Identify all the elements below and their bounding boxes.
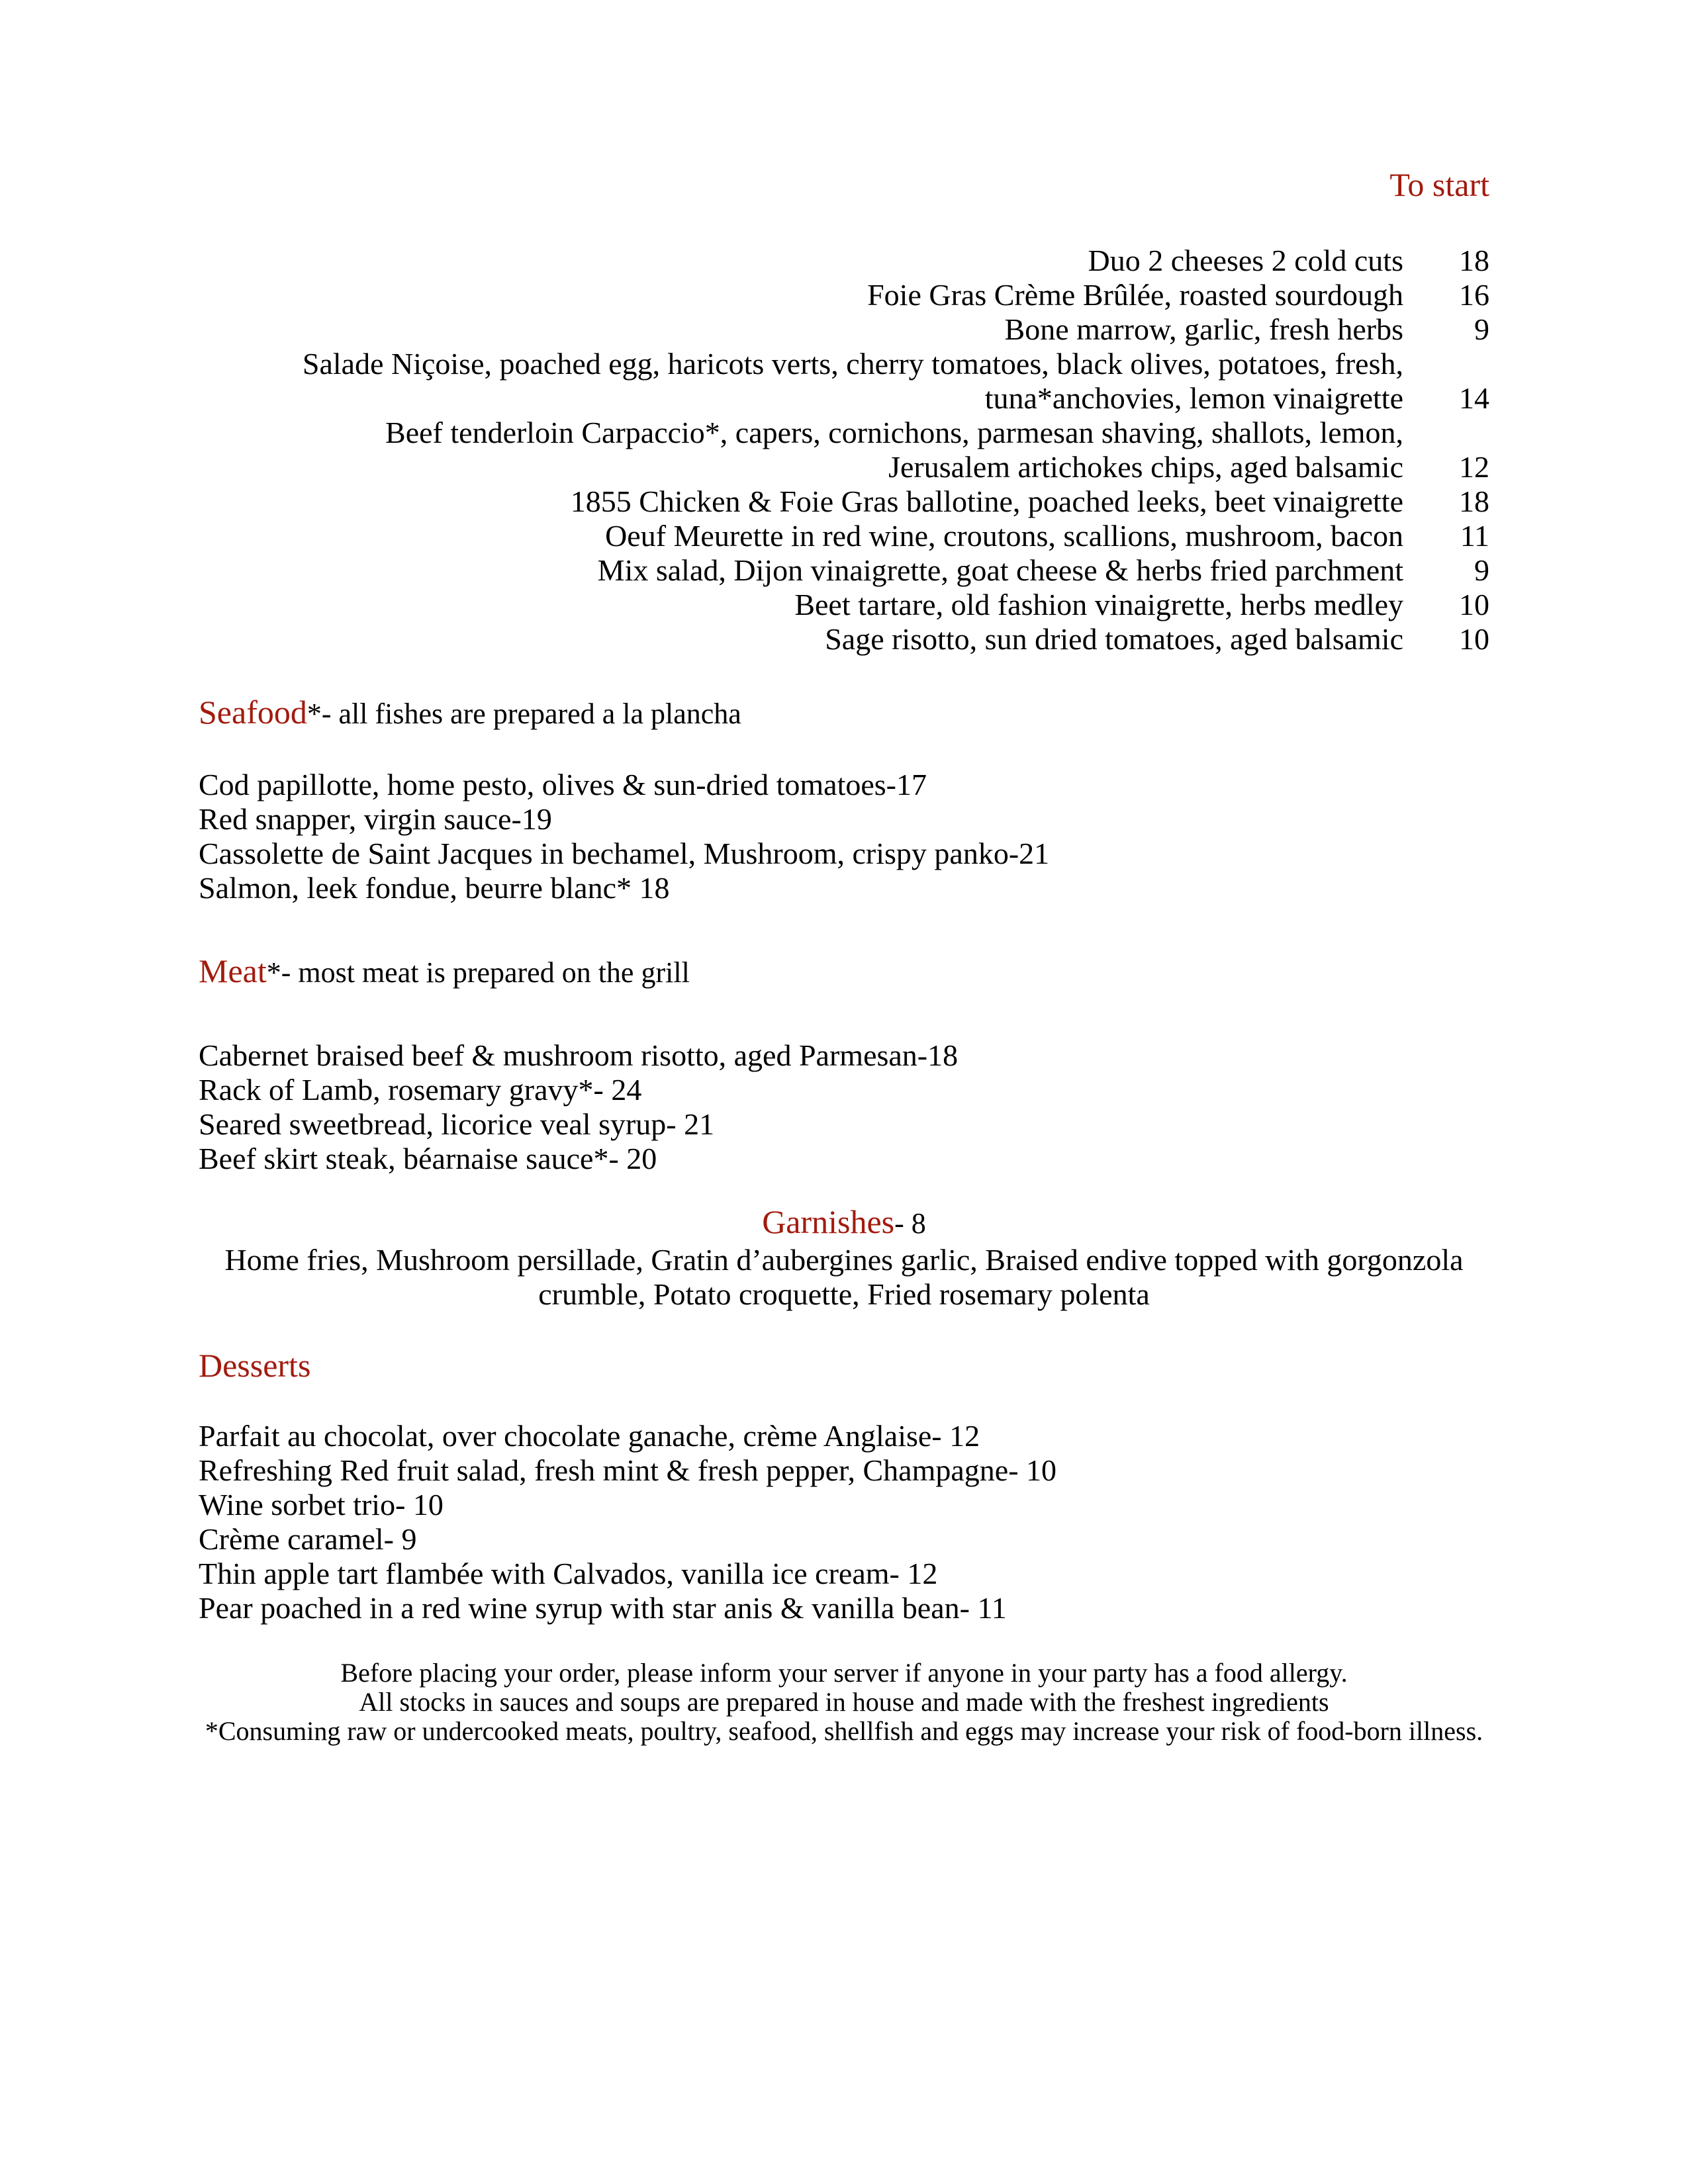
menu-item-line: Jerusalem artichokes chips, aged balsamic [888, 450, 1403, 484]
menu-item-line: Foie Gras Crème Brûlée, roasted sourdough [867, 278, 1403, 312]
desserts-heading: Desserts [199, 1347, 311, 1384]
menu-item-row [199, 416, 1489, 484]
menu-item-row [199, 588, 1489, 622]
menu-item-line: Cassolette de Saint Jacques in bechamel, Mushroom, crispy panko-21 [199, 837, 1050, 870]
footer-disclaimer [199, 1659, 1489, 1746]
menu-item-name [199, 347, 1403, 416]
meat-list [199, 1038, 1489, 1176]
section-title-desserts [199, 1346, 1489, 1385]
menu-item-line: Refreshing Red fruit salad, fresh mint & fresh pepper, Champagne- 10 [199, 1453, 1057, 1487]
menu-item-name [199, 519, 1403, 553]
menu-item-price: 12 [1459, 450, 1489, 484]
menu-item-line: Red snapper, virgin sauce-19 [199, 802, 552, 836]
menu-item-line: Salmon, leek fondue, beurre blanc* 18 [199, 871, 670, 905]
menu-item-line: Seared sweetbread, licorice veal syrup- 21 [199, 1107, 715, 1141]
menu-item-price: 9 [1474, 553, 1489, 587]
to-start-heading: To start [1389, 166, 1489, 203]
menu-item-price: 9 [1474, 312, 1489, 346]
menu-item-line: Beef tenderloin Carpaccio*, capers, cornichons, parmesan shaving, shallots, lemon, [385, 416, 1403, 449]
menu-item-line: Bone marrow, garlic, fresh herbs [1004, 312, 1403, 346]
menu-item-line: Home fries, Mushroom persillade, Gratin d’aubergines garlic, Braised endive topped with gorgonzola [224, 1243, 1464, 1277]
menu-item-line: Thin apple tart flambée with Calvados, vanilla ice cream- 12 [199, 1557, 938, 1590]
menu-content [199, 165, 1489, 1746]
menu-item-row [199, 278, 1489, 312]
menu-item-line: Beef skirt steak, béarnaise sauce*- 20 [199, 1142, 657, 1175]
menu-item-line: Oeuf Meurette in red wine, croutons, scallions, mushroom, bacon [605, 519, 1403, 553]
menu-item-row [199, 484, 1489, 519]
menu-item-line: Crème caramel- 9 [199, 1522, 417, 1556]
footer-line-allergy: Before placing your order, please inform your server if anyone in your party has a food allergy. [340, 1658, 1348, 1688]
desserts-list [199, 1419, 1489, 1625]
menu-item-line: Rack of Lamb, rosemary gravy*- 24 [199, 1073, 642, 1107]
menu-item-price: 16 [1459, 278, 1489, 312]
meat-heading: Meat [199, 952, 267, 989]
to-start-list [199, 244, 1489, 657]
menu-item-price: 10 [1459, 622, 1489, 656]
menu-item-row [199, 347, 1489, 416]
menu-item-price: 10 [1459, 588, 1489, 621]
section-title-meat [199, 952, 1489, 992]
menu-item-price: 11 [1460, 519, 1489, 553]
menu-item-line: crumble, Potato croquette, Fried rosemary polenta [538, 1277, 1150, 1311]
menu-item-name [199, 312, 1403, 347]
seafood-list [199, 768, 1489, 905]
section-title-garnishes [199, 1203, 1489, 1243]
menu-item-line: Cod papillotte, home pesto, olives & sun-dried tomatoes-17 [199, 768, 927, 801]
menu-item-name [199, 484, 1403, 519]
menu-item-row [199, 622, 1489, 657]
garnishes-heading: Garnishes [762, 1203, 895, 1240]
menu-item-price: 18 [1459, 484, 1489, 518]
menu-item-name [199, 244, 1403, 278]
menu-item-name [199, 588, 1403, 622]
menu-item-name [199, 553, 1403, 588]
menu-item-line: Parfait au chocolat, over chocolate ganache, crème Anglaise- 12 [199, 1419, 980, 1453]
menu-item-price: 14 [1459, 381, 1489, 415]
menu-item-price: 18 [1459, 244, 1489, 277]
seafood-heading-note: *- all fishes are prepared a la plancha [306, 698, 741, 730]
section-title-to-start [199, 165, 1489, 204]
menu-item-row [199, 244, 1489, 278]
garnishes-price: - 8 [894, 1207, 926, 1240]
menu-item-row [199, 312, 1489, 347]
menu-item-line: Beet tartare, old fashion vinaigrette, herbs medley [794, 588, 1403, 621]
menu-item-row [199, 553, 1489, 588]
seafood-heading: Seafood [199, 694, 307, 731]
menu-item-line: 1855 Chicken & Foie Gras ballotine, poached leeks, beet vinaigrette [570, 484, 1403, 518]
footer-line-stocks: All stocks in sauces and soups are prepared in house and made with the freshest ingredients [359, 1687, 1329, 1717]
meat-heading-note: *- most meat is prepared on the grill [266, 956, 690, 989]
menu-item-line: Wine sorbet trio- 10 [199, 1488, 444, 1522]
section-title-seafood [199, 693, 1489, 733]
menu-item-line: Pear poached in a red wine syrup with star anis & vanilla bean- 11 [199, 1591, 1007, 1625]
menu-item-line: Salade Niçoise, poached egg, haricots verts, cherry tomatoes, black olives, potatoes, fresh, [302, 347, 1403, 381]
menu-item-line: Cabernet braised beef & mushroom risotto, aged Parmesan-18 [199, 1038, 959, 1072]
footer-line-consumer-advisory: *Consuming raw or undercooked meats, poultry, seafood, shellfish and eggs may increase your risk of food-born illness. [205, 1716, 1483, 1746]
menu-item-line: Mix salad, Dijon vinaigrette, goat cheese & herbs fried parchment [597, 553, 1403, 587]
menu-item-name [199, 278, 1403, 312]
menu-item-row [199, 519, 1489, 553]
menu-item-name [199, 622, 1403, 657]
menu-item-name [199, 416, 1403, 484]
menu-item-line: Sage risotto, sun dried tomatoes, aged balsamic [825, 622, 1403, 656]
menu-item-line: Duo 2 cheeses 2 cold cuts [1088, 244, 1403, 277]
garnishes-description [199, 1243, 1489, 1312]
menu-item-line: tuna*anchovies, lemon vinaigrette [984, 381, 1403, 415]
